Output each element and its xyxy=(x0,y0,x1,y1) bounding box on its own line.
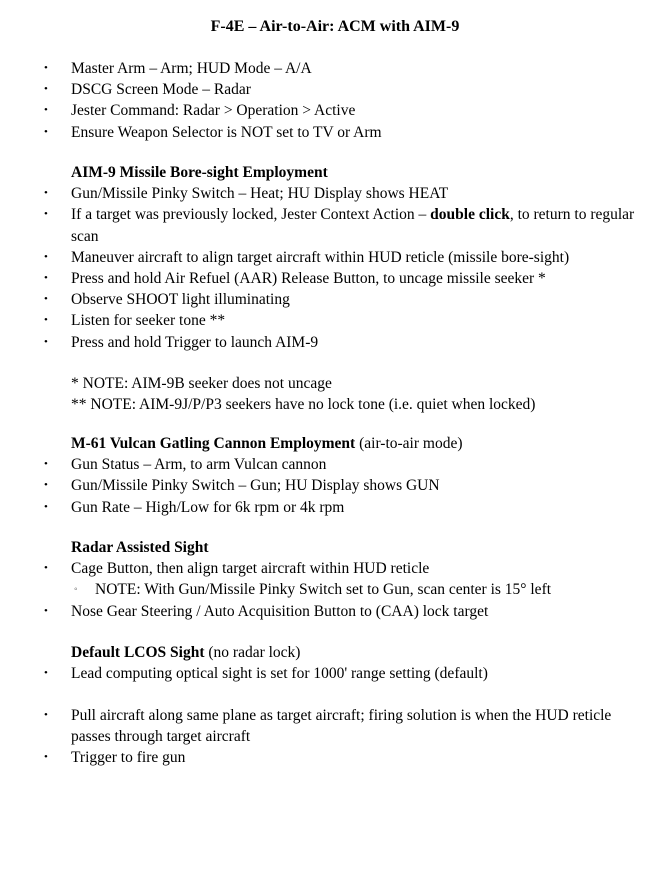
list-item: • Ensure Weapon Selector is NOT set to TV or Arm xyxy=(0,122,670,143)
list-item: • Trigger to fire gun xyxy=(0,747,670,768)
section-heading xyxy=(0,162,670,183)
vulcan-list xyxy=(0,454,670,518)
section-heading xyxy=(0,642,670,663)
list-item: • Press and hold Trigger to launch AIM-9 xyxy=(0,332,670,353)
radar-sight-list xyxy=(0,558,670,622)
lcos-list xyxy=(0,663,670,684)
setup-section xyxy=(0,58,670,143)
list-item xyxy=(0,204,670,246)
list-item: • Press and hold Air Refuel (AAR) Release Button, to uncage missile seeker * xyxy=(0,268,670,289)
sub-list-item: ◦ NOTE: With Gun/Missile Pinky Switch set to Gun, scan center is 15° left xyxy=(0,579,670,600)
list-item: • Gun/Missile Pinky Switch – Gun; HU Display shows GUN xyxy=(0,475,670,496)
note-line: ** NOTE: AIM-9J/P/P3 seekers have no lock tone (i.e. quiet when locked) xyxy=(71,396,536,414)
item-text: If a target was previously locked, Jester Context Action – xyxy=(71,206,431,224)
item-emphasis: double click xyxy=(430,206,510,224)
list-item: • Jester Command: Radar > Operation > Active xyxy=(0,100,670,121)
setup-list xyxy=(0,58,670,143)
lcos-heading: Default LCOS Sight xyxy=(71,644,205,661)
note-line: * NOTE: AIM-9B seeker does not uncage xyxy=(71,375,332,392)
aim9-heading: AIM-9 Missile Bore-sight Employment xyxy=(71,164,328,181)
list-item: • Maneuver aircraft to align target aircraft within HUD reticle (missile bore-sight) xyxy=(0,247,670,268)
list-item: • Gun Rate – High/Low for 6k rpm or 4k rpm xyxy=(0,497,670,518)
vulcan-heading-suffix: (air-to-air mode) xyxy=(355,435,463,452)
list-item: • Gun/Missile Pinky Switch – Heat; HU Display shows HEAT xyxy=(0,183,670,204)
aim9-notes xyxy=(0,373,670,415)
lcos-section-continued xyxy=(0,705,670,769)
list-item: • Nose Gear Steering / Auto Acquisition Button to (CAA) lock target xyxy=(0,601,670,622)
vulcan-heading: M-61 Vulcan Gatling Cannon Employment xyxy=(71,435,356,452)
item-text: , to return to regular scan xyxy=(71,206,635,245)
section-heading xyxy=(0,433,670,454)
list-item: • Master Arm – Arm; HUD Mode – A/A xyxy=(0,58,670,79)
aim9-list xyxy=(0,183,670,353)
list-item: • Observe SHOOT light illuminating xyxy=(0,289,670,310)
list-item: • Pull aircraft along same plane as target aircraft; firing solution is when the HUD reticle passes through target aircraft xyxy=(0,705,670,747)
radar-sight-section xyxy=(0,537,670,622)
list-item: • Gun Status – Arm, to arm Vulcan cannon xyxy=(0,454,670,475)
list-item: • DSCG Screen Mode – Radar xyxy=(0,79,670,100)
list-item: • Lead computing optical sight is set for 1000' range setting (default) xyxy=(0,663,670,684)
aim9-section xyxy=(0,162,670,353)
lcos-list-continued xyxy=(0,705,670,769)
radar-sight-heading: Radar Assisted Sight xyxy=(71,539,209,556)
list-item: • Listen for seeker tone ** xyxy=(0,310,670,331)
lcos-section xyxy=(0,642,670,684)
page-title: F-4E – Air-to-Air: ACM with AIM-9 xyxy=(210,18,460,35)
lcos-heading-suffix: (no radar lock) xyxy=(204,644,301,661)
list-item: • Cage Button, then align target aircraft within HUD reticle xyxy=(0,558,670,579)
vulcan-section xyxy=(0,433,670,518)
section-heading xyxy=(0,537,670,558)
